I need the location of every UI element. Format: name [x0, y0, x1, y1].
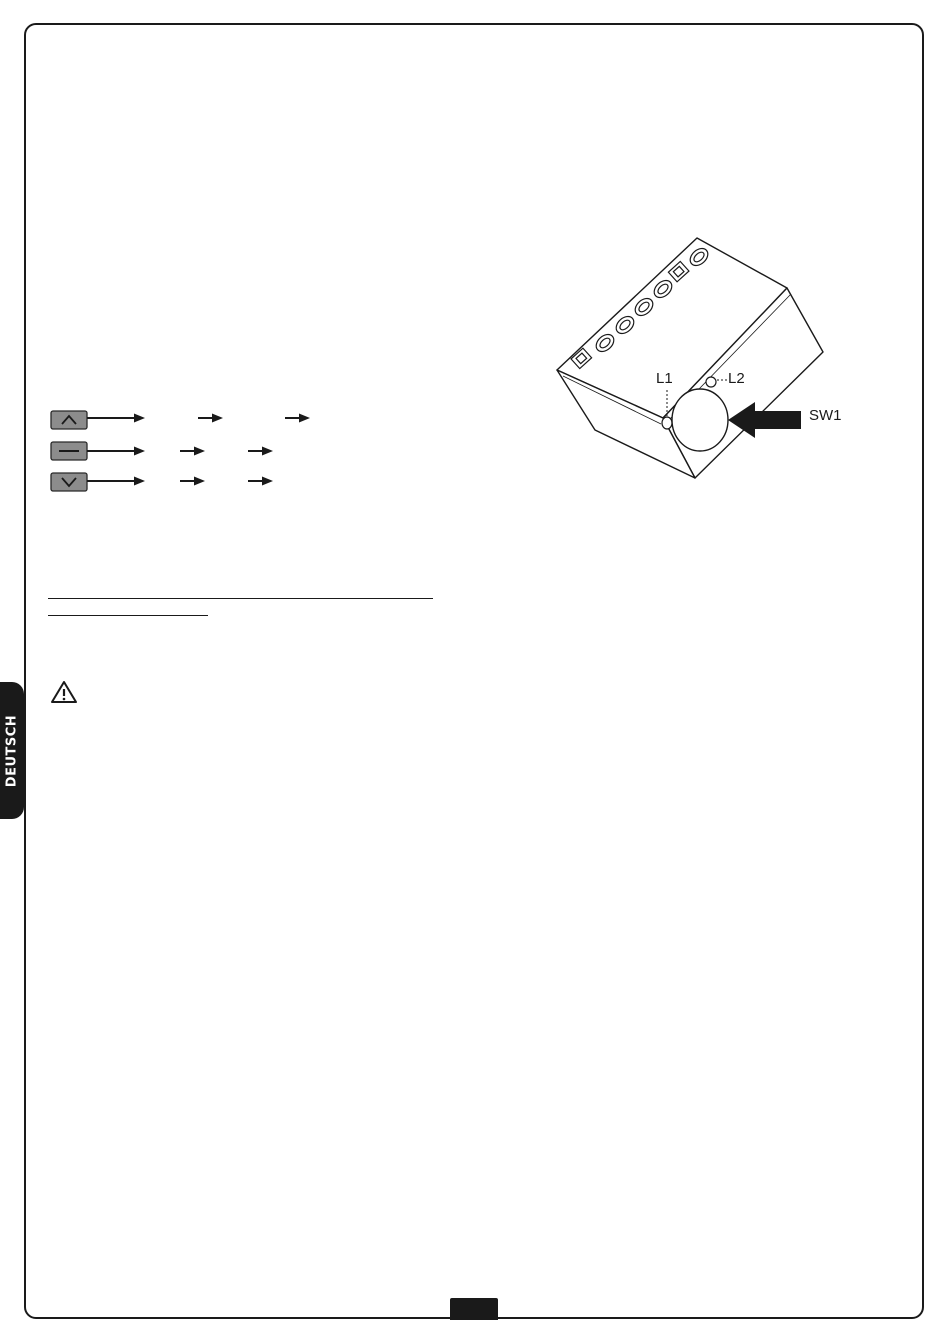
- arrow-icon: [180, 447, 205, 456]
- key-row-down: [50, 472, 330, 492]
- arrow-icon: [180, 477, 205, 486]
- arrow-icon: [248, 447, 273, 456]
- arrow-icon: [87, 447, 145, 456]
- arrow-icon: [198, 414, 223, 423]
- chevron-up-icon: [51, 411, 87, 429]
- page-number-box: [450, 1298, 498, 1320]
- warning-triangle-icon: [50, 680, 78, 708]
- page-frame: [24, 23, 924, 1319]
- device-illustration: [545, 230, 845, 494]
- arrow-icon: [87, 477, 145, 486]
- key-row-up: [50, 410, 330, 430]
- arrow-icon: [248, 477, 273, 486]
- minus-icon: [51, 442, 87, 460]
- language-tab-label: DEUTSCH: [4, 714, 20, 788]
- arrow-icon: [87, 414, 145, 423]
- figure-label-l1: L1: [656, 370, 673, 387]
- figure-label-sw1: SW1: [809, 407, 842, 424]
- section-rule: [48, 598, 433, 599]
- key-row-minus: [50, 441, 330, 461]
- chevron-down-icon: [51, 473, 87, 491]
- arrow-icon: [285, 414, 310, 423]
- figure-label-l2: L2: [728, 370, 745, 387]
- section-rule-short: [48, 615, 208, 616]
- sw1-button-icon: [672, 389, 728, 451]
